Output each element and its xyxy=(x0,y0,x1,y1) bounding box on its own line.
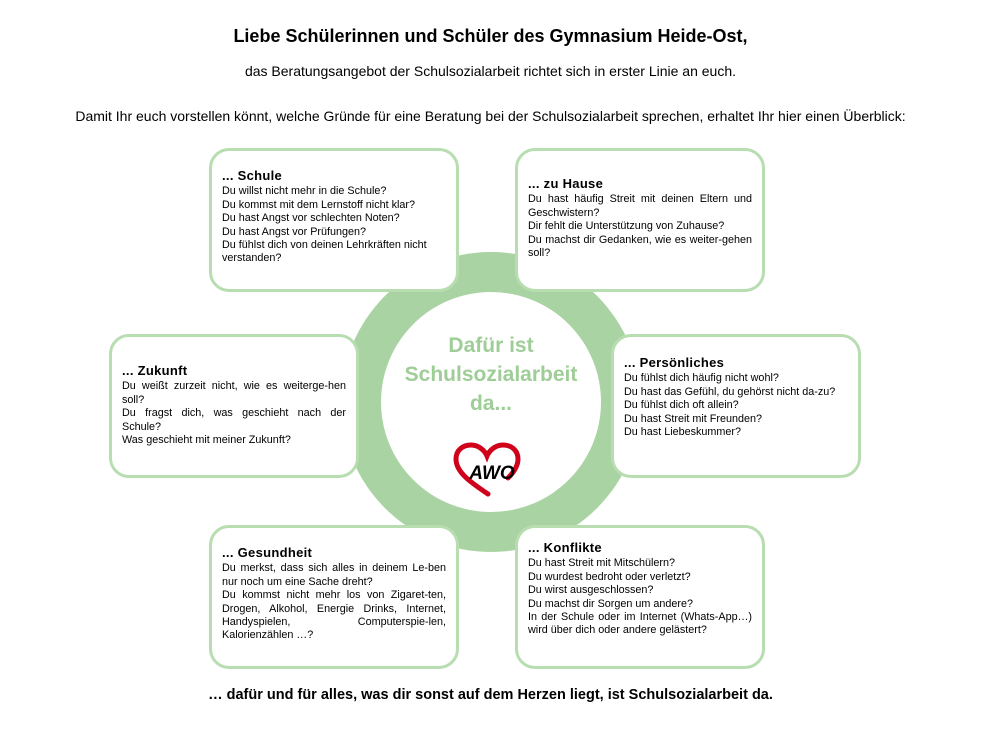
box-konflikte-line-4: Du machst dir Sorgen um andere? xyxy=(528,597,694,610)
box-konflikte-line-2: Du wurdest bedroht oder verletzt? xyxy=(528,570,691,583)
box-schule-line-3: Du hast Angst vor schlechten Noten? xyxy=(222,212,400,225)
intro-text: Damit Ihr euch vorstellen könnt, welche Gründe für eine Beratung bei der Schulsozialarbeit sprechen, erhaltet Ihr hier einen Überblick: xyxy=(75,108,906,124)
box-zukunft-heading: ... Zukunft xyxy=(122,363,188,378)
box-zukunft-line-3: Was geschieht mit meiner Zukunft? xyxy=(122,434,291,447)
box-persoenliches-line-1: Du fühlst dich häufig nicht wohl? xyxy=(624,372,779,385)
box-zu-hause-line-2: Dir fehlt die Unterstützung von Zuhause? xyxy=(528,220,725,233)
awo-logo xyxy=(450,442,524,498)
box-persoenliches-line-4: Du hast Streit mit Freunden? xyxy=(624,412,763,425)
box-gesundheit-line-2: Du kommst nicht mehr los von Zigaret-ten, Drogen, Alkohol, Energie Drinks, Internet, Handyspielen, Computerspie-len, Kalorienzählen …? xyxy=(222,589,446,642)
box-zukunft-line-1: Du weißt zurzeit nicht, wie es weiterge-hen soll? xyxy=(122,380,346,406)
box-persoenliches-heading: ... Persönliches xyxy=(624,355,725,370)
page-title: Liebe Schülerinnen und Schüler des Gymnasium Heide-Ost, xyxy=(233,26,748,46)
awo-logo-text: AWO xyxy=(469,463,515,484)
box-konflikte xyxy=(515,525,765,669)
center-line-1: Dafür ist xyxy=(448,334,534,357)
box-gesundheit xyxy=(209,525,459,669)
center-text xyxy=(381,331,601,418)
box-persoenliches-line-5: Du hast Liebeskummer? xyxy=(624,426,742,439)
center-line-3: da... xyxy=(469,392,512,415)
box-schule-line-1: Du willst nicht mehr in die Schule? xyxy=(222,185,387,198)
box-persoenliches-line-2: Du hast das Gefühl, du gehörst nicht da-zu? xyxy=(624,385,836,398)
box-gesundheit-line-1: Du merkst, dass sich alles in deinem Le-ben nur noch um eine Sache dreht? xyxy=(222,562,446,588)
box-zu-hause-heading: ... zu Hause xyxy=(528,176,604,191)
box-persoenliches-line-3: Du fühlst dich oft allein? xyxy=(624,399,739,412)
box-schule-heading: ... Schule xyxy=(222,168,283,183)
box-zu-hause-line-3: Du machst dir Gedanken, wie es weiter-gehen soll? xyxy=(528,233,752,260)
box-persoenliches xyxy=(611,334,861,478)
box-konflikte-line-5: In der Schule oder im Internet (Whats-App…) wird über dich oder andere gelästert? xyxy=(528,611,752,637)
box-zu-hause xyxy=(515,148,765,292)
page-subtitle: das Beratungsangebot der Schulsozialarbeit richtet sich in erster Linie an euch. xyxy=(244,63,737,79)
closing-text: … dafür und für alles, was dir sonst auf dem Herzen liegt, ist Schulsozialarbeit da. xyxy=(208,687,773,703)
box-schule-line-4: Du hast Angst vor Prüfungen? xyxy=(222,225,367,238)
box-schule-line-2: Du kommst mit dem Lernstoff nicht klar? xyxy=(222,198,416,211)
box-schule xyxy=(209,148,459,292)
box-zukunft-line-2: Du fragst dich, was geschieht nach der Schule? xyxy=(122,407,346,433)
box-zukunft xyxy=(109,334,359,478)
box-konflikte-line-1: Du hast Streit mit Mitschülern? xyxy=(528,557,676,570)
box-gesundheit-heading: ... Gesundheit xyxy=(222,545,313,560)
center-line-2: Schulsozialarbeit xyxy=(404,363,578,386)
box-konflikte-line-3: Du wirst ausgeschlossen? xyxy=(528,584,654,597)
box-schule-line-5: Du fühlst dich von deinen Lehrkräften nicht verstanden? xyxy=(222,239,427,265)
box-zu-hause-line-1: Du hast häufig Streit mit deinen Eltern und Geschwistern? xyxy=(528,193,752,219)
box-konflikte-heading: ... Konflikte xyxy=(528,540,602,555)
